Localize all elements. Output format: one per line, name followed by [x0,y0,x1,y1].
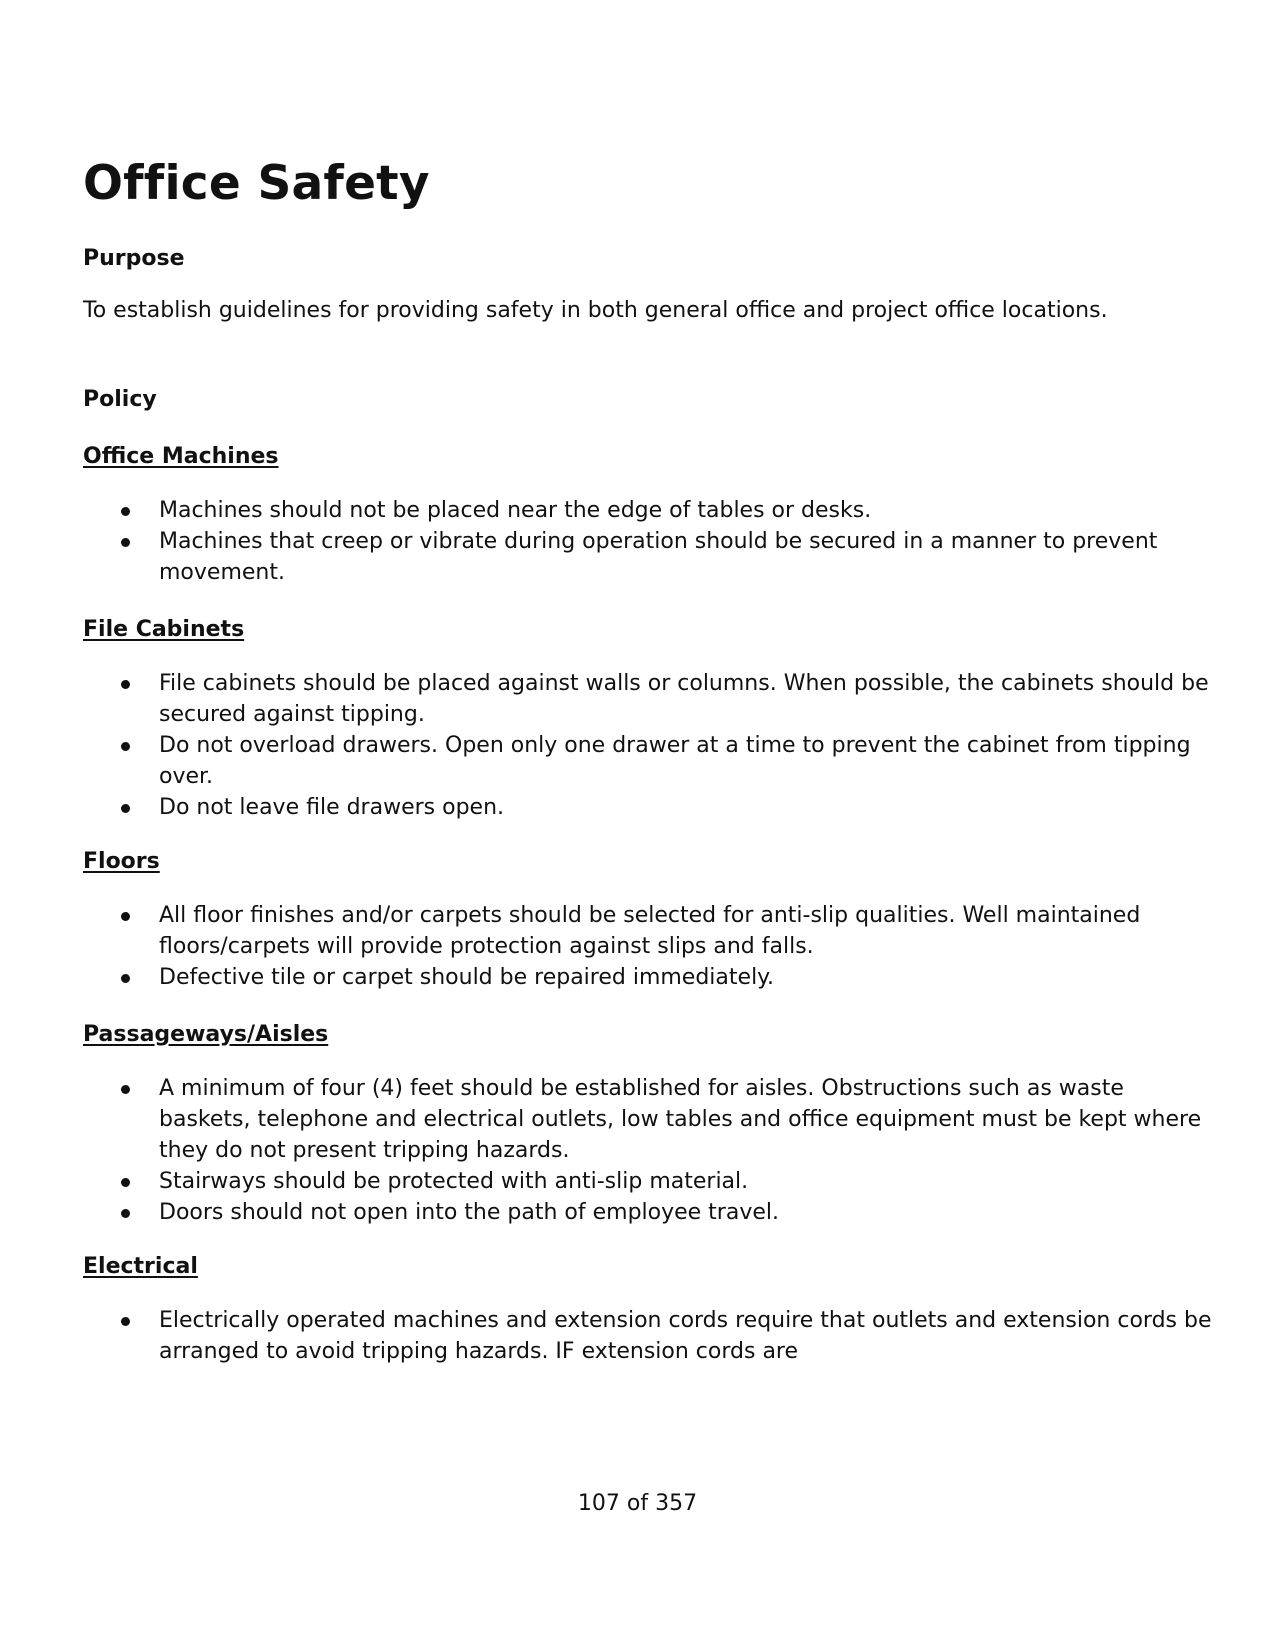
policy-heading: Policy [83,387,157,412]
list-item-text: File cabinets should be placed against walls or columns. When possible, the cabinets should be secured against tipping. [159,671,1209,727]
section-heading-electrical: Electrical [83,1254,198,1279]
file-cabinets-list [83,668,1215,823]
list-item [83,1166,1215,1197]
page-number: 107 of 357 [577,1491,698,1516]
list-item [83,900,1215,962]
list-item-text: Stairways should be protected with anti-slip material. [159,1169,749,1194]
office-machines-list [83,495,1215,588]
list-item-text: Do not leave file drawers open. [159,795,505,820]
bullet-icon [121,507,130,516]
section-heading-passageways-aisles: Passageways/Aisles [83,1022,329,1047]
bullet-icon [121,804,130,813]
list-item-text: Do not overload drawers. Open only one drawer at a time to prevent the cabinet from tipping over. [159,733,1191,789]
passageways-list [83,1073,1215,1228]
list-item-text: Defective tile or carpet should be repaired immediately. [159,965,775,990]
electrical-list [83,1305,1215,1367]
list-item [83,526,1215,588]
list-item-text: Doors should not open into the path of employee travel. [159,1200,779,1225]
list-item-text: Machines that creep or vibrate during operation should be secured in a manner to prevent movement. [159,529,1158,585]
list-item [83,1197,1215,1228]
floors-list [83,900,1215,993]
list-item [83,730,1215,792]
list-item [83,792,1215,823]
list-item [83,668,1215,730]
section-heading-office-machines: Office Machines [83,444,279,469]
bullet-icon [121,974,130,983]
purpose-heading: Purpose [83,246,185,271]
bullet-icon [121,912,130,921]
list-item [83,495,1215,526]
purpose-text: To establish guidelines for providing safety in both general office and project office locations. [83,298,1108,323]
list-item [83,1073,1215,1166]
bullet-icon [121,1209,130,1218]
list-item-text: Machines should not be placed near the edge of tables or desks. [159,498,872,523]
page-title: Office Safety [83,156,430,211]
list-item-text: Electrically operated machines and extension cords require that outlets and extension cords be arranged to avoid tripping hazards. IF extension cords are [159,1308,1212,1364]
bullet-icon [121,680,130,689]
bullet-icon [121,538,130,547]
list-item-text: A minimum of four (4) feet should be established for aisles. Obstructions such as waste baskets, telephone and electrical outlets, low tables and office equipment must be kept where they do not present tripping hazards. [159,1076,1202,1163]
section-heading-file-cabinets: File Cabinets [83,617,245,642]
bullet-icon [121,742,130,751]
section-heading-floors: Floors [83,849,160,874]
list-item [83,962,1215,993]
bullet-icon [121,1178,130,1187]
bullet-icon [121,1317,130,1326]
list-item [83,1305,1215,1367]
list-item-text: All floor finishes and/or carpets should be selected for anti-slip qualities. Well maintained floors/carpets will provide protection against slips and falls. [159,903,1141,959]
bullet-icon [121,1085,130,1094]
